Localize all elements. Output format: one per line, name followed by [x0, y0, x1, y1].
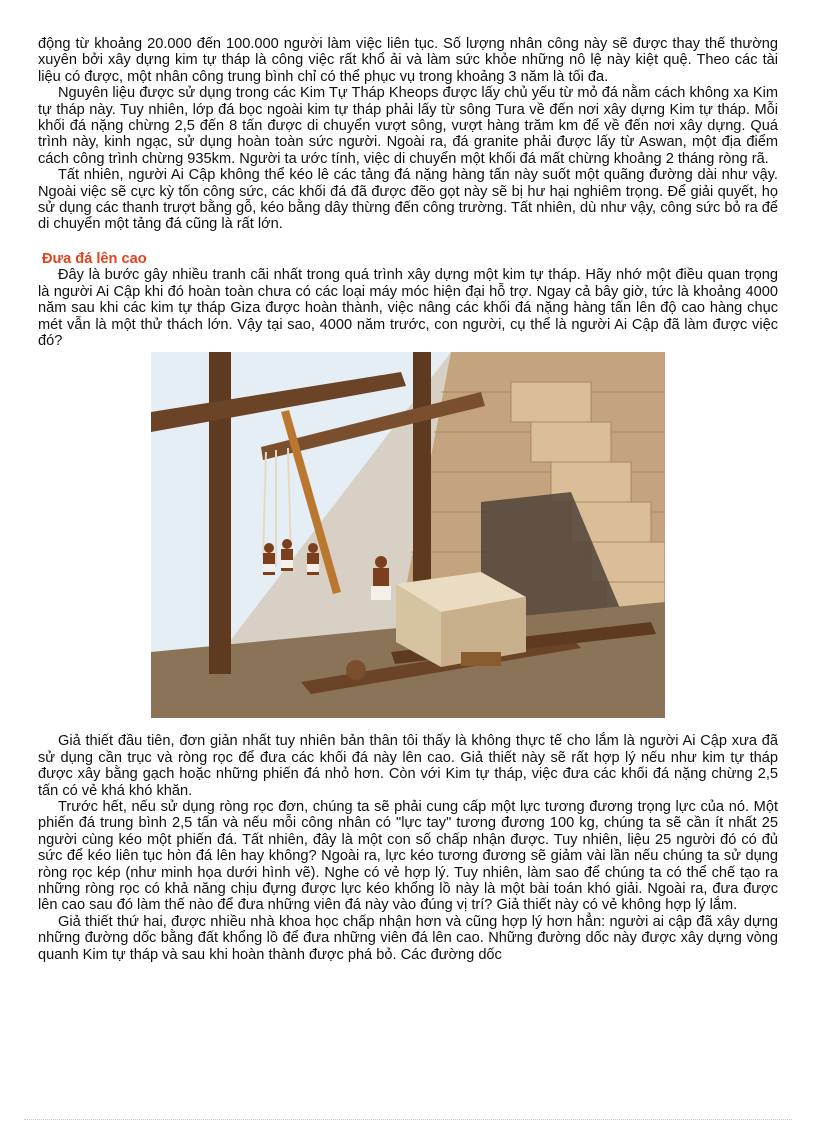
paragraph-workers: động từ khoảng 20.000 đến 100.000 người làm việc liên tục. Số lượng nhân công này sẽ được thay thế thường xuyên bởi xây dựng kim tự tháp là công việc rất khổ ải và làm sức khỏe những nô lệ này kiệt quệ. Theo các tài liệu có được, một nhân công trung bình chỉ có thể phục vụ trong khoảng 3 năm là tối đa.: [38, 36, 778, 85]
paragraph-hypothesis-one: Giả thiết đầu tiên, đơn giản nhất tuy nhiên bản thân tôi thấy là không thực tế cho lắm là người Ai Cập xưa đã sử dụng cần trục và ròng rọc để đưa các khối đá này lên cao. Giả thiết này sẽ rất hợp lý nếu như kim tự tháp được xây bằng gạch hoặc những phiến đá nhỏ hơn. Còn với Kim tự tháp, việc đưa các khối đá nặng chừng 2,5 tấn có vẻ khá khó khăn.: [38, 733, 778, 799]
document-page: [38, 36, 778, 963]
pyramid-construction-icon: [151, 352, 665, 718]
paragraph-hypothesis-two: Giả thiết thứ hai, được nhiều nhà khoa học chấp nhận hơn và cũng hợp lý hơn hẳn: người ai cập đã xây dựng những đường dốc bằng đất khổng lồ để đưa những viên đá lên cao. Những đường dốc này được xây dựng vòng quanh Kim tự tháp và sau khi hoàn thành được phá bỏ. Các đường dốc: [38, 913, 778, 963]
paragraph-intro: Đây là bước gây nhiều tranh cãi nhất trong quá trình xây dựng một kim tự tháp. Hãy nhớ một điều quan trọng là người Ai Cập khi đó hoàn toàn chưa có các loại máy móc hiện đại hỗ trợ. Ngay cả bây giờ, tức là khoảng 4000 năm sau khi các kim tự tháp Giza được hoàn thành, việc nâng các khối đá nặng hàng tấn lên độ cao hàng chục mét vẫn là một thử thách lớn. Vậy tại sao, 4000 năm trước, con người, cụ thể là người Ai Cập đã làm được việc đó?: [38, 267, 778, 349]
paragraph-pulley: Trước hết, nếu sử dụng ròng rọc đơn, chúng ta sẽ phải cung cấp một lực tương đương trọng lực của nó. Một phiến đá trung bình 2,5 tấn và nếu mỗi công nhân có "lực tay" tương đương 100 kg, chúng ta sẽ cần ít nhất 25 người cùng kéo một phiến đá. Tất nhiên, đây là một con số chấp nhận được. Tuy nhiên, liệu 25 người đó có đủ sức để kéo liên tục hòn đá lên hay không? Ngoài ra, lực kéo tương đương sẽ giảm vài lần nếu chúng ta sử dụng ròng rọc kép (như minh họa dưới hình vẽ). Nghe có vẻ hợp lý. Tuy nhiên, làm sao để chúng ta có thể chế tạo ra những ròng rọc có khả năng chịu đựng được lực kéo khổng lồ này là một bài toán khó giải. Ngoài ra, đưa được lên cao sau đó làm thế nào để đưa những viên đá này vào đúng vị trí? Giả thiết này có vẻ không hợp lý lắm.: [38, 798, 778, 914]
paragraph-transport: Tất nhiên, người Ai Cập không thể kéo lê các tảng đá nặng hàng tấn này suốt một quãng đường dài như vậy. Ngoài việc sẽ cực kỳ tốn công sức, các khối đá đã được đẽo gọt này sẽ bị hư hại nghiêm trọng. Để giải quyết, họ sử dụng các thanh trượt bằng gỗ, kéo bằng dây thừng đến công trường. Tất nhiên, dù như vậy, công sức bỏ ra để di chuyển một tảng đá cũng là rất lớn.: [38, 167, 778, 233]
pyramid-construction-figure: [151, 352, 665, 718]
paragraph-materials: Nguyên liệu được sử dụng trong các Kim Tự Tháp Kheops được lấy chủ yếu từ mỏ đá nằm cách không xa Kim tự tháp này. Tuy nhiên, lớp đá bọc ngoài kim tự tháp phải lấy từ sông Tura về đến nơi xây dựng Kim tự tháp. Mỗi khối đá nặng chừng 2,5 đến 8 tấn được di chuyển vượt sông, vượt hàng trăm km để về đến nơi xây dựng. Quá trình này, kinh ngạc, sử dụng hoàn toàn sức người. Ngoài ra, đá granite phải được lấy từ Aswan, một địa điểm cách công trình chừng 935km. Người ta ước tính, việc di chuyển một khối đá mất chừng khoảng 2 tháng ròng rã.: [38, 85, 778, 167]
page-bottom-divider: [24, 1119, 792, 1120]
section-heading: Đưa đá lên cao: [42, 250, 147, 267]
